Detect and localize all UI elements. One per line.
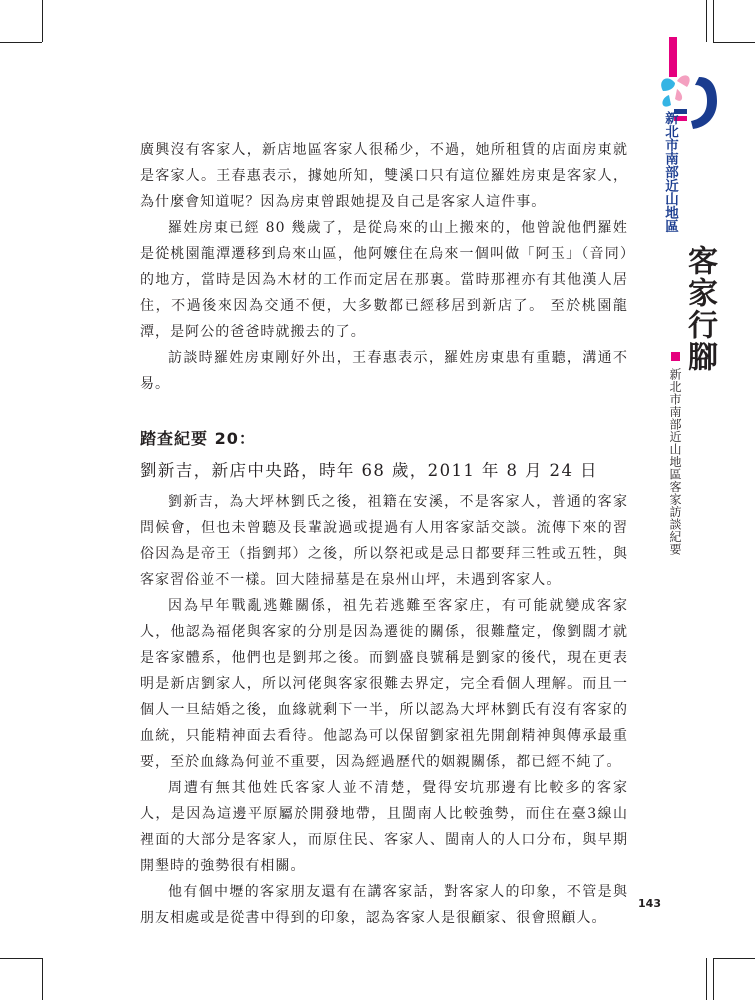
crop-mark xyxy=(706,958,707,1000)
paragraph: 因為早年戰亂逃難關係，祖先若逃難至客家庄，有可能就變成客家人，他認為福佬與客家的分別是因為遷徙的關係，很難釐定，像劉闊才就是客家體系，他們也是劉邦之後。而劉盛良號稱是劉家的後代，現在更表明是新店劉家人，所以河佬與客家很難去界定，完全看個人理解。而且一個人一旦結婚之後，血緣就剩下一半，所以認為大坪林劉氏有沒有客家的血統，只能精神面去看待。他認為可以保留劉家祖先開創精神與傳承最重要，至於血緣為何並不重要，因為經過歷代的姻親關係，都已經不純了。 xyxy=(140,598,628,770)
paragraph: 訪談時羅姓房東剛好外出，王春惠表示，羅姓房東患有重聽，溝通不易。 xyxy=(140,350,628,392)
paragraph: 羅姓房東已經 80 幾歲了，是從烏來的山上搬來的，他曾說他們羅姓是從桃園龍潭遷移到烏來山區，他阿嬤住在烏來一個叫做「阿玉」（音同）的地方，當時是因為木材的工作而定居在那裏。當時那裡亦有其他漢人居住，不過後來因為交通不便，大多數都已經移居到新店了。 至於桃園龍潭，是阿公的爸爸時就搬去的了。 xyxy=(140,220,628,340)
subtitle-marker xyxy=(671,352,680,361)
section-heading: 踏查紀要 20： xyxy=(140,429,256,448)
paragraph: 他有個中壢的客家朋友還有在講客家話，對客家人的印象，不管是與朋友相處或是從書中得到的印象，認為客家人是很顧家、很會照顧人。 xyxy=(140,884,628,926)
side-branding xyxy=(655,25,725,585)
crop-mark xyxy=(42,958,43,1000)
crop-mark xyxy=(0,42,42,43)
interview-meta: 劉新吉，新店中央路，時年 68 歲，2011 年 8 月 24 日 xyxy=(140,461,598,480)
paragraph: 劉新吉，為大坪林劉氏之後，祖籍在安溪，不是客家人，普通的客家問候會，但也未曾聽及長輩說過或提過有人用客家話交談。流傳下來的習俗因為是帝王（指劉邦）之後，所以祭祀或是忌日都要拜三牲或五牲，與客家習俗並不一樣。回大陸掃墓是在泉州山坪，未遇到客家人。 xyxy=(140,494,628,588)
calligraphy-title: 客家行腳 xyxy=(682,245,717,373)
page-number: 143 xyxy=(638,897,661,910)
crop-mark xyxy=(0,958,42,959)
crop-mark xyxy=(42,0,43,42)
subtitle: 新北市南部近山地區客家訪談紀要 xyxy=(668,368,682,556)
paragraph: 廣興沒有客家人，新店地區客家人很稀少，不過，她所租賃的店面房東就是客家人。王春惠表示，據她所知，雙溪口只有這位羅姓房東是客家人，為什麼會知道呢？因為房東曾跟她提及自己是客家人這件事。 xyxy=(140,142,628,210)
main-content xyxy=(140,137,628,931)
paragraph: 周遭有無其他姓氏客家人並不清楚，覺得安坑那邊有比較多的客家人，是因為這邊平原屬於開發地帶，且閩南人比較強勢，而住在臺3線山裡面的大部分是客家人，而原住民、客家人、閩南人的人口分布，與早期開墾時的強勢很有相關。 xyxy=(140,780,628,874)
crop-mark xyxy=(713,958,755,959)
crop-mark xyxy=(713,958,714,1000)
region-title: 新北市南部近山地區 xyxy=(662,111,678,233)
